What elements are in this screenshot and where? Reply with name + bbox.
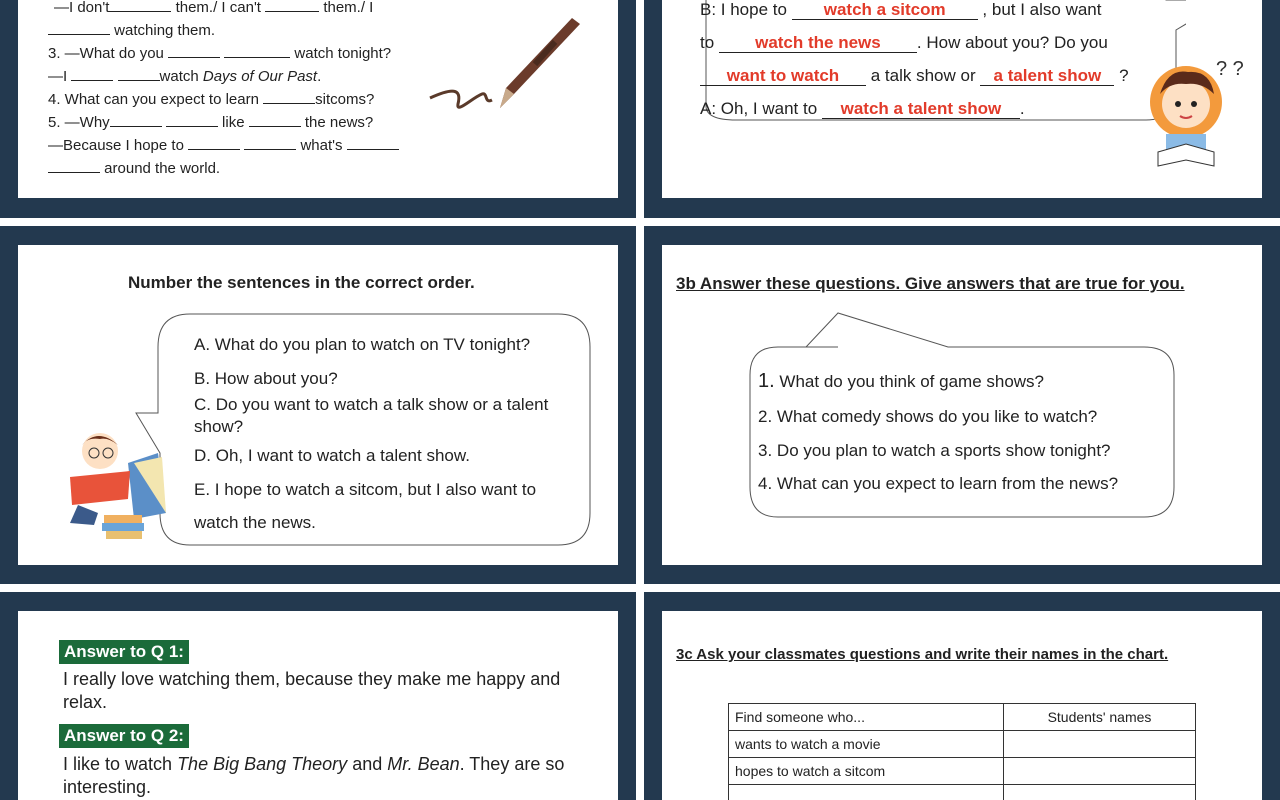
survey-table	[728, 703, 1196, 800]
order-item: A. What do you plan to watch on TV tonight?	[194, 335, 531, 354]
question-item: 1. What do you think of game shows?	[758, 370, 1045, 392]
exercise-line: watching them.	[48, 20, 215, 40]
slide-content	[662, 245, 1262, 565]
table-cell: hopes to watch a sitcom	[729, 758, 1004, 785]
order-item: E. I hope to watch a sitcom, but I also want to	[194, 480, 537, 499]
pen-icon	[422, 8, 592, 118]
order-item: show?	[194, 417, 244, 436]
slide-answer-questions	[644, 226, 1280, 584]
slide-content	[18, 611, 618, 800]
slide-heading: Number the sentences in the correct order.	[128, 273, 475, 292]
dialogue-line-b2: to watch the news . How about you? Do you	[700, 33, 1108, 52]
name-entry-cell[interactable]	[1004, 731, 1196, 758]
question-item: 2. What comedy shows do you like to watch?	[758, 407, 1098, 426]
slide-survey-chart	[644, 592, 1280, 800]
slide-content	[18, 0, 618, 198]
answer-text-q1: I really love watching them, because they make me happy and relax.	[63, 669, 561, 712]
dialogue-line-b3: want to watch a talk show or a talent show ?	[700, 67, 1129, 86]
slide-content	[18, 245, 618, 565]
thinking-boy-illustration	[1148, 64, 1234, 170]
name-entry-cell[interactable]	[1004, 758, 1196, 785]
exercise-line: around the world.	[48, 158, 220, 178]
answer-label-q1: Answer to Q 1:	[59, 640, 189, 664]
slide-dialogue-answers	[644, 0, 1280, 218]
answer-label-q2: Answer to Q 2:	[59, 724, 189, 748]
question-marks: ? ?	[1216, 58, 1244, 80]
table-row	[729, 758, 1196, 785]
table-cell	[729, 785, 1004, 800]
name-entry-cell[interactable]	[1004, 785, 1196, 800]
order-item: D. Oh, I want to watch a talent show.	[194, 446, 470, 465]
slide-content	[662, 0, 1262, 198]
answer-text-q2: I like to watch The Big Bang Theory and Mr. Bean. They are so interesting.	[63, 754, 565, 797]
exercise-line: —I don't them./ I can't them./ I	[54, 0, 373, 17]
slide-heading: 3c Ask your classmates questions and write their names in the chart.	[676, 646, 1169, 663]
order-item: B. How about you?	[194, 369, 338, 388]
dialogue-line-b1: B: I hope to watch a sitcom , but I also want	[700, 0, 1102, 19]
reading-boy-illustration	[58, 433, 188, 541]
exercise-line: 4. What can you expect to learn sitcoms?	[48, 91, 375, 108]
table-row	[729, 731, 1196, 758]
exercise-line: —I watch Days of Our Past.	[48, 68, 322, 85]
exercise-line: 5. —Why like the news?	[48, 114, 374, 131]
order-item: watch the news.	[194, 513, 316, 532]
slide-heading: 3b Answer these questions. Give answers that are true for you.	[676, 274, 1185, 293]
table-header-cell: Students' names	[1004, 704, 1196, 731]
question-item: 3. Do you plan to watch a sports show tonight?	[758, 441, 1111, 460]
exercise-line: —Because I hope to what's	[48, 135, 399, 155]
question-item: 4. What can you expect to learn from the news?	[758, 474, 1119, 493]
table-row	[729, 785, 1196, 800]
table-cell: wants to watch a movie	[729, 731, 1004, 758]
dialogue-line-a: A: Oh, I want to watch a talent show .	[700, 99, 1025, 118]
order-item: C. Do you want to watch a talk show or a talent	[194, 395, 549, 414]
slide-order-sentences	[0, 226, 636, 584]
slide-fill-blanks	[0, 0, 636, 218]
exercise-line: 3. —What do you watch tonight?	[48, 45, 392, 62]
table-header-row	[729, 704, 1196, 731]
slide-sample-answers	[0, 592, 636, 800]
slide-content	[662, 611, 1262, 800]
table-header-cell: Find someone who...	[729, 704, 1004, 731]
